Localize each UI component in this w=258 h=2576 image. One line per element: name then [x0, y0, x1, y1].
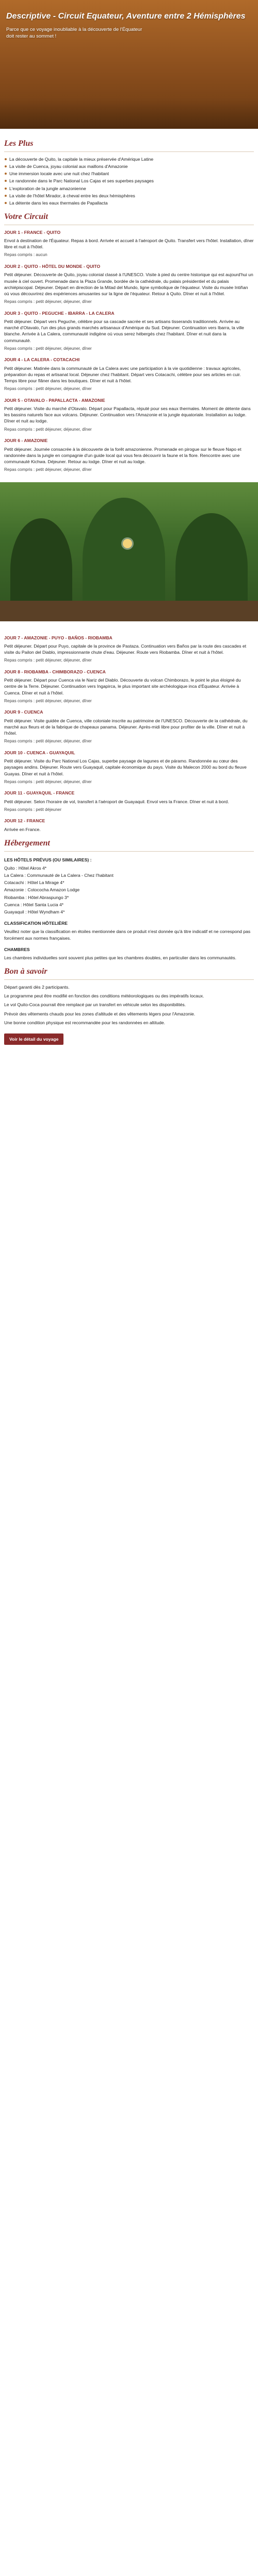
day-meals: Repas compris : petit déjeuner: [4, 807, 62, 812]
day-meals: Repas compris : petit déjeuner, déjeuner, dîner: [4, 346, 92, 351]
list-item: Départ garanti dès 2 participants.: [4, 984, 70, 990]
day-title: JOUR 9 - CUENCA: [4, 709, 43, 715]
day-meals: Repas compris : petit déjeuner, déjeuner, dîner: [4, 299, 92, 304]
day-text: Petit déjeuner. Départ pour Cuenca via le Nariz del Diablo. Découverte du volcan Chimborazo, le point le plus éloigné du centre de la Terre. Déjeuner. Continuation vers Ingapirca, le plus important site archéologique inca d'Équateur. Arrivée à Cuenca. Dîner et nuit à l'hôtel.: [4, 677, 241, 696]
day-meals: Repas compris : aucun: [4, 252, 47, 258]
day-title: JOUR 5 - OTAVALO - PAPALLACTA - AMAZONIE: [4, 397, 105, 403]
sun-icon: [123, 539, 132, 548]
day-text: Petit déjeuner. Journée consacrée à la découverte de la forêt amazonienne. Promenade en pirogue sur le fleuve Napo et randonnée dans la jungle en compagnie d'un guide local qui vous fera découvrir la faune et la flore. Rencontre avec une communauté Kichwa. Déjeuner. Retour au lodge. Dîner et nuit au lodge.: [4, 446, 241, 464]
list-item: Le randonnée dans le Parc National Los Cajas et ses superbes paysages: [4, 178, 254, 184]
day-block: [4, 357, 254, 392]
forest-photo: [0, 482, 258, 621]
day-text: Envol à destination de l'Équateur. Repas à bord. Arrivée et accueil à l'aéroport de Quito. Transfert vers l'hôtel. Installation, dîner libre et nuit à l'hôtel.: [4, 238, 254, 250]
day-text: Petit déjeuner. Découverte de Quito, joyau colonial classé à l'UNESCO. Visite à pied du centre historique qui est aujourd'hui un musée à ciel ouvert. Promenade dans la Plaza Grande, bordée de la cathédrale, du palais présidentiel et du palais archiépiscopal. Déjeuner. Départ en direction de la Mitad del Mundo, ligne symbolique de l'équateur. Visite du musée Intiñan où vous découvrirez des expériences amusantes sur la ligne de l'équateur. Retour à Quito. Dîner et nuit à l'hôtel.: [4, 272, 253, 296]
plus-list: [4, 156, 254, 206]
hotel-item: Cuenca : Hôtel Santa Lucia 4*: [4, 902, 64, 907]
hotel-item: Amazonie : Cotococha Amazon Lodge: [4, 887, 80, 893]
list-item: Le programme peut être modifié en fonction des conditions météorologiques ou des impératifs locaux.: [4, 993, 204, 999]
list-item: La visite de Cuenca, joyau colonial aux maillons d'Amazonie: [4, 163, 254, 170]
list-item: L'exploration de la jungle amazonienne: [4, 185, 254, 192]
hero-intro: Parce que ce voyage inoubliable à la découverte de l'Équateur doit rester au sommet !: [6, 27, 142, 39]
day-block: [4, 669, 254, 704]
day-block: [4, 818, 254, 832]
day-meals: Repas compris : petit déjeuner, déjeuner, dîner: [4, 698, 92, 703]
section-heading-bon: Bon à savoir: [4, 966, 254, 980]
hotel-item: Quito : Hôtel Akros 4*: [4, 865, 47, 871]
day-title: JOUR 3 - QUITO - PEGUCHE - IBARRA - LA CALERA: [4, 310, 115, 316]
day-block: [4, 397, 254, 432]
day-meals: Repas compris : petit déjeuner, déjeuner, dîner: [4, 739, 92, 744]
bon-list: [4, 984, 254, 1026]
day-block: [4, 263, 254, 305]
list-item: Une immersion locale avec une nuit chez l'habitant: [4, 171, 254, 177]
main-content-continued: [0, 631, 258, 1045]
day-text: Petit déjeuner. Visite guidée de Cuenca, ville coloniale inscrite au patrimoine de l'UNESCO. Découverte de la cathédrale, du marché aux fleurs et de la fabrique de chapeaux panama. Déjeuner. Après-midi libre pour profiter de la ville. Dîner et nuit à l'hôtel.: [4, 718, 248, 736]
trip-detail-link[interactable]: Voir le détail du voyage: [4, 1033, 63, 1045]
classification-title: CLASSIFICATION HÔTELIÈRE: [4, 921, 68, 926]
day-title: JOUR 8 - RIOBAMBA - CHIMBORAZO - CUENCA: [4, 669, 106, 675]
hotel-item: La Calera : Communauté de La Calera - Chez l'habitant: [4, 872, 114, 878]
day-text: Petit déjeuner. Départ pour Puyo, capitale de la province de Pastaza. Continuation vers Baños par la route des cascades et visite du Pailon del Diablo, impressionnante chute d'eau. Déjeuner. Route vers Riobamba. Dîner et nuit à l'hôtel.: [4, 643, 247, 655]
day-block: [4, 229, 254, 258]
main-content: [0, 129, 258, 473]
day-meals: Repas compris : petit déjeuner, déjeuner, dîner: [4, 467, 92, 472]
hotels-intro: LES HÔTELS PRÉVUS (OU SIMILAIRES) :: [4, 857, 92, 862]
day-title: JOUR 6 - AMAZONIE: [4, 438, 48, 444]
list-item: Prévoir des vêtements chauds pour les zones d'altitude et des vêtements légers pour l'Amazonie.: [4, 1011, 196, 1016]
list-item: La visite de l'hôtel Mirador, à cheval entre les deux hémisphères: [4, 193, 254, 199]
day-title: JOUR 12 - FRANCE: [4, 818, 45, 824]
day-block: [4, 709, 254, 744]
day-text: Petit déjeuner. Visite du marché d'Otavalo. Départ pour Papallacta, réputé pour ses eaux thermales. Moment de détente dans les bassins naturels face aux volcans. Déjeuner. Continuation vers l'Amazonie et la jungle équatoriale. Installation au lodge. Dîner et nuit au lodge.: [4, 406, 251, 424]
list-item: La découverte de Quito, la capitale la mieux préservée d'Amérique Latine: [4, 156, 254, 162]
day-title: JOUR 2 - QUITO - HÔTEL DU MONDE - QUITO: [4, 264, 101, 269]
day-text: Arrivée en France.: [4, 826, 41, 832]
day-meals: Repas compris : petit déjeuner, déjeuner, dîner: [4, 779, 92, 784]
hotel-item: Cotacachi : Hôtel La Mirage 4*: [4, 880, 64, 886]
day-meals: Repas compris : petit déjeuner, déjeuner, dîner: [4, 386, 92, 392]
list-item: Une bonne condition physique est recommandée pour les randonnées en altitude.: [4, 1020, 165, 1025]
page-title: Descriptive - Circuit Equateur, Aventure entre 2 Hémisphères: [6, 12, 246, 21]
list-item: Le vol Quito-Coca pourrait être remplacé par un transfert en véhicule selon les disponibilités.: [4, 1002, 186, 1008]
list-item: La détente dans les eaux thermales de Papallacta: [4, 200, 254, 206]
day-text: Petit déjeuner. Matinée dans la communauté de La Calera avec une participation à la vie quotidienne : travaux agricoles, préparation du repas et artisanat local. Déjeuner chez l'habitant. Départ vers Cotacachi, célèbre pour ses articles en cuir. Temps libre pour flâner dans les boutiques. Dîner et nuit à l'hôtel.: [4, 365, 241, 384]
day-title: JOUR 11 - GUAYAQUIL - FRANCE: [4, 790, 75, 796]
day-text: Petit déjeuner. Selon l'horaire de vol, transfert à l'aéroport de Guayaquil. Envol vers la France. Dîner et nuit à bord.: [4, 799, 229, 804]
day-title: JOUR 1 - FRANCE - QUITO: [4, 229, 61, 235]
day-meals: Repas compris : petit déjeuner, déjeuner, dîner: [4, 658, 92, 663]
hotel-item: Riobamba : Hôtel Abraspungo 3*: [4, 894, 69, 900]
day-block: [4, 310, 254, 352]
day-block: [4, 437, 254, 472]
day-text: Petit déjeuner. Départ vers Peguche, célèbre pour sa cascade sacrée et ses artisans tisserands traditionnels. Arrivée au marché d'Otavalo, l'un des plus grands marchés artisanaux d'Amérique du Sud. Déjeuner. Continuation vers Ibarra, la ville blanche. Arrivée à La Calera, communauté indigène où vous serez hébergés chez l'habitant. Dîner et nuit dans la communauté.: [4, 318, 244, 343]
section-heading-circuit: Votre Circuit: [4, 211, 254, 225]
hero-banner: [0, 0, 258, 129]
rooms-text: Les chambres individuelles sont souvent plus petites que les chambres doubles, en particulier dans les communautés.: [4, 955, 236, 960]
day-title: JOUR 7 - AMAZONIE - PUYO - BAÑOS - RIOBAMBA: [4, 635, 112, 640]
day-block: [4, 635, 254, 664]
section-heading-plus: Les Plus: [4, 138, 254, 152]
day-title: JOUR 4 - LA CALERA - COTACACHI: [4, 357, 80, 363]
day-meals: Repas compris : petit déjeuner, déjeuner, dîner: [4, 427, 92, 432]
hotel-item: Guayaquil : Hôtel Wyndham 4*: [4, 909, 65, 914]
ground-shape: [0, 601, 258, 621]
classification-text: Veuillez noter que la classification en étoiles mentionnée dans ce produit n'est donnée qu'à titre indicatif et ne correspond pas forcément aux normes françaises.: [4, 929, 251, 941]
section-heading-hotels: Hébergement: [4, 838, 254, 852]
day-block: [4, 790, 254, 812]
day-text: Petit déjeuner. Visite du Parc National Los Cajas, superbe paysage de lagunes et de páramo. Randonnée au cœur des paysages andins. Déjeuner. Route vers Guayaquil, capitale économique du pays. Visite du Malecon 2000 au bord du fleuve Guayas. Dîner et nuit à l'hôtel.: [4, 758, 247, 776]
day-title: JOUR 10 - CUENCA - GUAYAQUIL: [4, 750, 75, 755]
rooms-title: CHAMBRES: [4, 946, 30, 952]
day-block: [4, 750, 254, 785]
